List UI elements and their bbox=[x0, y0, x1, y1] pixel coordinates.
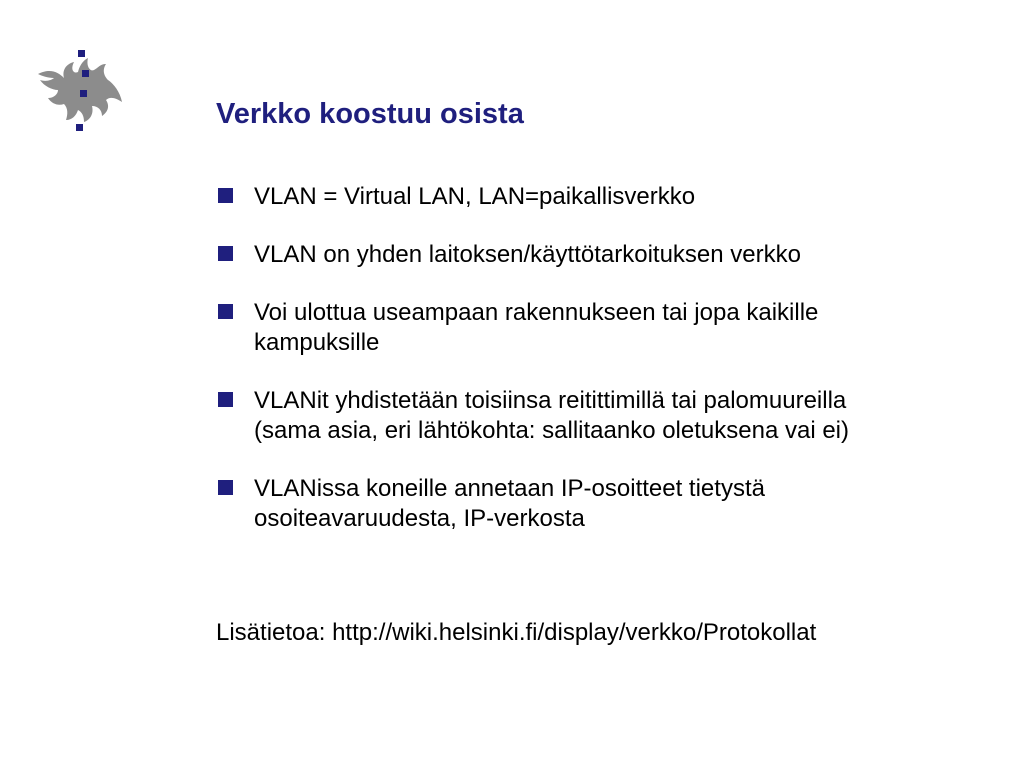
square-bullet-icon bbox=[218, 246, 233, 261]
bullet-line: osoiteavaruudesta, IP-verkosta bbox=[254, 505, 585, 532]
square-bullet-icon bbox=[218, 304, 233, 319]
bullet-item bbox=[216, 182, 1006, 212]
logo-dot bbox=[82, 70, 89, 77]
logo-dot bbox=[78, 50, 85, 57]
bullet-item bbox=[216, 240, 1006, 270]
bullet-line: VLANit yhdistetään toisiinsa reitittimillä tai palomuureilla bbox=[254, 387, 847, 414]
bullet-item bbox=[216, 386, 1006, 446]
square-bullet-icon bbox=[218, 188, 233, 203]
square-bullet-icon bbox=[218, 480, 233, 495]
bullet-line: VLAN = Virtual LAN, LAN=paikallisverkko bbox=[254, 183, 696, 210]
flame-emblem-icon bbox=[36, 44, 124, 136]
bullet-line: (sama asia, eri lähtökohta: sallitaanko oletuksena vai ei) bbox=[254, 417, 849, 444]
bullet-line: VLANissa koneille annetaan IP-osoitteet tietystä bbox=[254, 475, 765, 502]
logo-dot bbox=[80, 90, 87, 97]
slide-title: Verkko koostuu osista bbox=[216, 98, 524, 130]
more-info-text: Lisätietoa: http://wiki.helsinki.fi/display/verkko/Protokollat bbox=[216, 619, 817, 646]
bullet-list bbox=[216, 182, 1006, 562]
logo-dot bbox=[76, 124, 83, 131]
bullet-line: Voi ulottua useampaan rakennukseen tai jopa kaikille bbox=[254, 299, 819, 326]
bullet-line: VLAN on yhden laitoksen/käyttötarkoituksen verkko bbox=[254, 241, 801, 268]
bullet-item bbox=[216, 298, 1006, 358]
bullet-item bbox=[216, 474, 1006, 534]
bullet-line: kampuksille bbox=[254, 329, 380, 356]
flame-emblem-graphic bbox=[36, 44, 124, 136]
square-bullet-icon bbox=[218, 392, 233, 407]
